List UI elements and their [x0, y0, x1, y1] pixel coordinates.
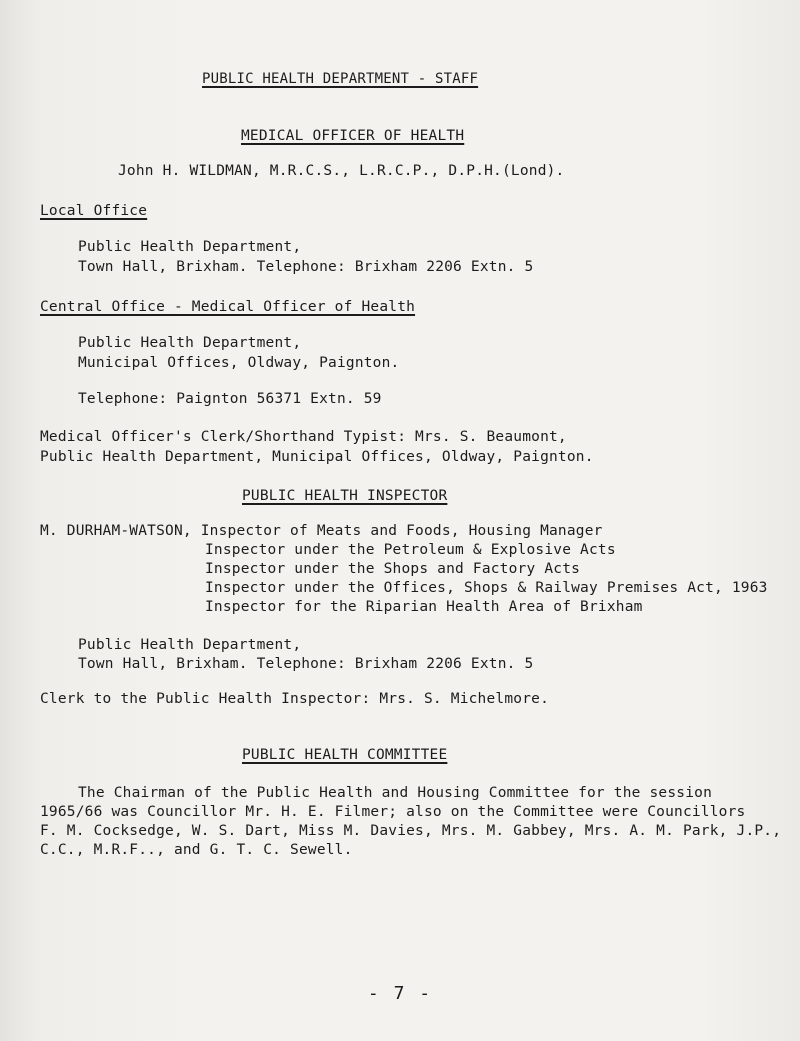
clerk-line-1: Medical Officer's Clerk/Shorthand Typist: Mrs. S. Beaumont,	[40, 429, 567, 445]
local-office-heading: Local Office	[40, 203, 148, 219]
moh-name: John H. WILDMAN, M.R.C.S., L.R.C.P., D.P.H.(Lond).	[118, 163, 565, 179]
central-office-line-1: Public Health Department,	[78, 335, 302, 351]
page-title: PUBLIC HEALTH DEPARTMENT - STAFF	[202, 71, 479, 87]
central-office-line-2: Municipal Offices, Oldway, Paignton.	[78, 355, 400, 371]
committee-paragraph-line: C.C., M.R.F.., and G. T. C. Sewell.	[40, 842, 353, 858]
inspector-name-role: M. DURHAM-WATSON, Inspector of Meats and Foods, Housing Manager	[40, 523, 603, 539]
central-office-heading: Central Office - Medical Officer of Health	[40, 299, 416, 315]
inspector-address-line-1: Public Health Department,	[78, 637, 302, 653]
local-office-line-2: Town Hall, Brixham. Telephone: Brixham 2206 Extn. 5	[78, 259, 534, 275]
page-number: - 7 -	[367, 983, 433, 1004]
inspector-role: Inspector under the Offices, Shops & Railway Premises Act, 1963	[205, 580, 768, 596]
committee-heading: PUBLIC HEALTH COMMITTEE	[242, 747, 448, 763]
local-office-line-1: Public Health Department,	[78, 239, 302, 255]
clerk-line-2: Public Health Department, Municipal Offices, Oldway, Paignton.	[40, 449, 594, 465]
committee-paragraph-line: The Chairman of the Public Health and Housing Committee for the session	[78, 785, 713, 801]
moh-heading: MEDICAL OFFICER OF HEALTH	[241, 128, 465, 144]
inspector-role: Inspector under the Shops and Factory Acts	[205, 561, 581, 577]
inspector-heading: PUBLIC HEALTH INSPECTOR	[242, 488, 448, 504]
committee-paragraph-line: 1965/66 was Councillor Mr. H. E. Filmer; also on the Committee were Councillors	[40, 804, 746, 820]
inspector-address-line-2: Town Hall, Brixham. Telephone: Brixham 2206 Extn. 5	[78, 656, 534, 672]
committee-paragraph-line: F. M. Cocksedge, W. S. Dart, Miss M. Davies, Mrs. M. Gabbey, Mrs. A. M. Park, J.P.,	[40, 823, 782, 839]
central-office-telephone: Telephone: Paignton 56371 Extn. 59	[78, 391, 382, 407]
inspector-clerk: Clerk to the Public Health Inspector: Mrs. S. Michelmore.	[40, 691, 549, 707]
inspector-role: Inspector for the Riparian Health Area of Brixham	[205, 599, 643, 615]
inspector-role: Inspector under the Petroleum & Explosive Acts	[205, 542, 616, 558]
